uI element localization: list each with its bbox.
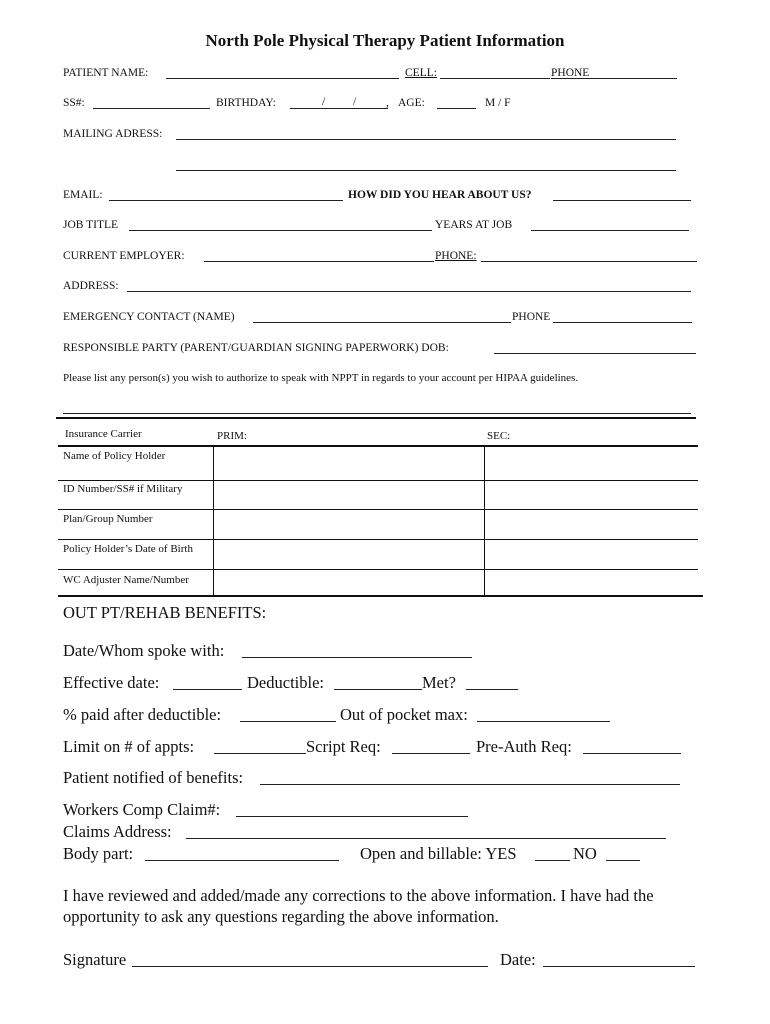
cell-field[interactable] xyxy=(440,78,550,79)
claims-address-label: Claims Address: xyxy=(63,822,172,841)
open-billable-no-field[interactable] xyxy=(606,860,640,861)
script-req-field[interactable] xyxy=(392,753,470,754)
deductible-label: Deductible: xyxy=(247,673,324,692)
date-label: Date: xyxy=(500,950,536,969)
years-at-job-label: YEARS AT JOB xyxy=(435,219,513,231)
preauth-req-field[interactable] xyxy=(583,753,681,754)
birthday-label: BIRTHDAY: xyxy=(216,97,276,109)
employer-label: CURRENT EMPLOYER: xyxy=(63,250,185,262)
address-label: ADDRESS: xyxy=(63,280,119,292)
age-field[interactable] xyxy=(437,108,476,109)
deductible-field[interactable] xyxy=(334,689,422,690)
table-row-rule xyxy=(58,509,698,510)
body-part-label: Body part: xyxy=(63,844,134,863)
cell-label: CELL: xyxy=(405,67,437,79)
birthday-field[interactable] xyxy=(290,108,388,109)
prim-label: PRIM: xyxy=(217,430,247,442)
plan-group-label: Plan/Group Number xyxy=(63,513,153,525)
phone-field[interactable] xyxy=(551,78,677,79)
notified-benefits-label: Patient notified of benefits: xyxy=(63,768,244,787)
wc-claim-label: Workers Comp Claim#: xyxy=(63,800,221,819)
wc-claim-field[interactable] xyxy=(236,816,468,817)
open-billable-no-label: NO xyxy=(573,844,597,863)
table-col-divider-1 xyxy=(213,446,214,596)
percent-paid-label: % paid after deductible: xyxy=(63,705,222,724)
effective-date-label: Effective date: xyxy=(63,673,160,692)
ss-label: SS#: xyxy=(63,97,85,109)
date-whom-field[interactable] xyxy=(242,657,472,658)
responsible-party-field[interactable] xyxy=(494,353,696,354)
table-row-rule xyxy=(58,539,698,540)
met-label: Met? xyxy=(422,673,456,692)
employer-field[interactable] xyxy=(204,261,434,262)
birthday-comma: , xyxy=(386,97,389,109)
benefits-heading: OUT PT/REHAB BENEFITS: xyxy=(63,603,267,622)
wc-adjuster-label: WC Adjuster Name/Number xyxy=(63,574,189,586)
body-part-field[interactable] xyxy=(145,860,339,861)
percent-paid-field[interactable] xyxy=(240,721,336,722)
table-row-rule xyxy=(58,569,698,570)
open-billable-yes-field[interactable] xyxy=(535,860,570,861)
ss-field[interactable] xyxy=(93,108,210,109)
table-col-divider-2 xyxy=(484,446,485,596)
phone-label: PHONE xyxy=(551,67,590,79)
sec-label: SEC: xyxy=(487,430,511,442)
open-billable-label: Open and billable: YES xyxy=(360,844,517,863)
claims-address-field[interactable] xyxy=(186,838,666,839)
responsible-party-label: RESPONSIBLE PARTY (PARENT/GUARDIAN SIGNING PAPERWORK) DOB: xyxy=(63,342,449,354)
mailing-address-field[interactable] xyxy=(176,139,676,140)
emergency-phone-field[interactable] xyxy=(553,322,692,323)
hipaa-instructions: Please list any person(s) you wish to authorize to speak with NPPT in regards to your account per HIPAA guidelines. xyxy=(63,372,579,384)
hipaa-authorized-field[interactable] xyxy=(63,413,691,414)
table-header-rule xyxy=(58,445,698,447)
hear-about-field[interactable] xyxy=(553,200,691,201)
notified-benefits-field[interactable] xyxy=(260,784,680,785)
table-row-rule xyxy=(58,480,698,481)
emergency-phone-label: PHONE xyxy=(512,311,551,323)
date-field[interactable] xyxy=(543,966,695,967)
page-title: North Pole Physical Therapy Patient Information xyxy=(205,31,565,50)
signature-label: Signature xyxy=(63,950,127,969)
insurance-carrier-label: Insurance Carrier xyxy=(65,428,142,440)
sex-option[interactable]: M / F xyxy=(485,97,511,109)
acknowledgement-line-1: I have reviewed and added/made any corrections to the above information. I have had the xyxy=(63,886,654,905)
out-of-pocket-label: Out of pocket max: xyxy=(340,705,468,724)
job-title-label: JOB TITLE xyxy=(63,219,119,231)
policy-holder-name-label: Name of Policy Holder xyxy=(63,450,166,462)
effective-date-field[interactable] xyxy=(173,689,242,690)
appt-limit-label: Limit on # of appts: xyxy=(63,737,195,756)
years-at-job-field[interactable] xyxy=(531,230,689,231)
id-number-label: ID Number/SS# if Military xyxy=(63,483,183,495)
table-top-rule xyxy=(56,417,696,419)
acknowledgement-line-2: opportunity to ask any questions regarding the above information. xyxy=(63,907,499,926)
appt-limit-field[interactable] xyxy=(214,753,306,754)
out-of-pocket-field[interactable] xyxy=(477,721,610,722)
signature-field[interactable] xyxy=(132,966,488,967)
script-req-label: Script Req: xyxy=(306,737,381,756)
date-whom-label: Date/Whom spoke with: xyxy=(63,641,225,660)
emergency-contact-label: EMERGENCY CONTACT (NAME) xyxy=(63,311,235,323)
emergency-contact-field[interactable] xyxy=(253,322,511,323)
email-label: EMAIL: xyxy=(63,189,103,201)
mailing-address-field-2[interactable] xyxy=(176,170,676,171)
age-label: AGE: xyxy=(398,97,425,109)
met-field[interactable] xyxy=(466,689,518,690)
hear-about-label: HOW DID YOU HEAR ABOUT US? xyxy=(348,189,532,201)
job-title-field[interactable] xyxy=(129,230,432,231)
preauth-req-label: Pre-Auth Req: xyxy=(476,737,572,756)
mailing-address-label: MAILING ADRESS: xyxy=(63,128,163,140)
patient-name-label: PATIENT NAME: xyxy=(63,67,149,79)
email-field[interactable] xyxy=(109,200,343,201)
birthday-sep-1: / xyxy=(322,96,326,108)
employer-phone-label: PHONE: xyxy=(435,250,477,262)
birthday-sep-2: / xyxy=(353,96,357,108)
policy-holder-dob-label: Policy Holder’s Date of Birth xyxy=(63,543,193,555)
employer-phone-field[interactable] xyxy=(481,261,697,262)
patient-name-field[interactable] xyxy=(166,78,399,79)
address-field[interactable] xyxy=(127,291,691,292)
table-bottom-rule xyxy=(58,595,703,597)
